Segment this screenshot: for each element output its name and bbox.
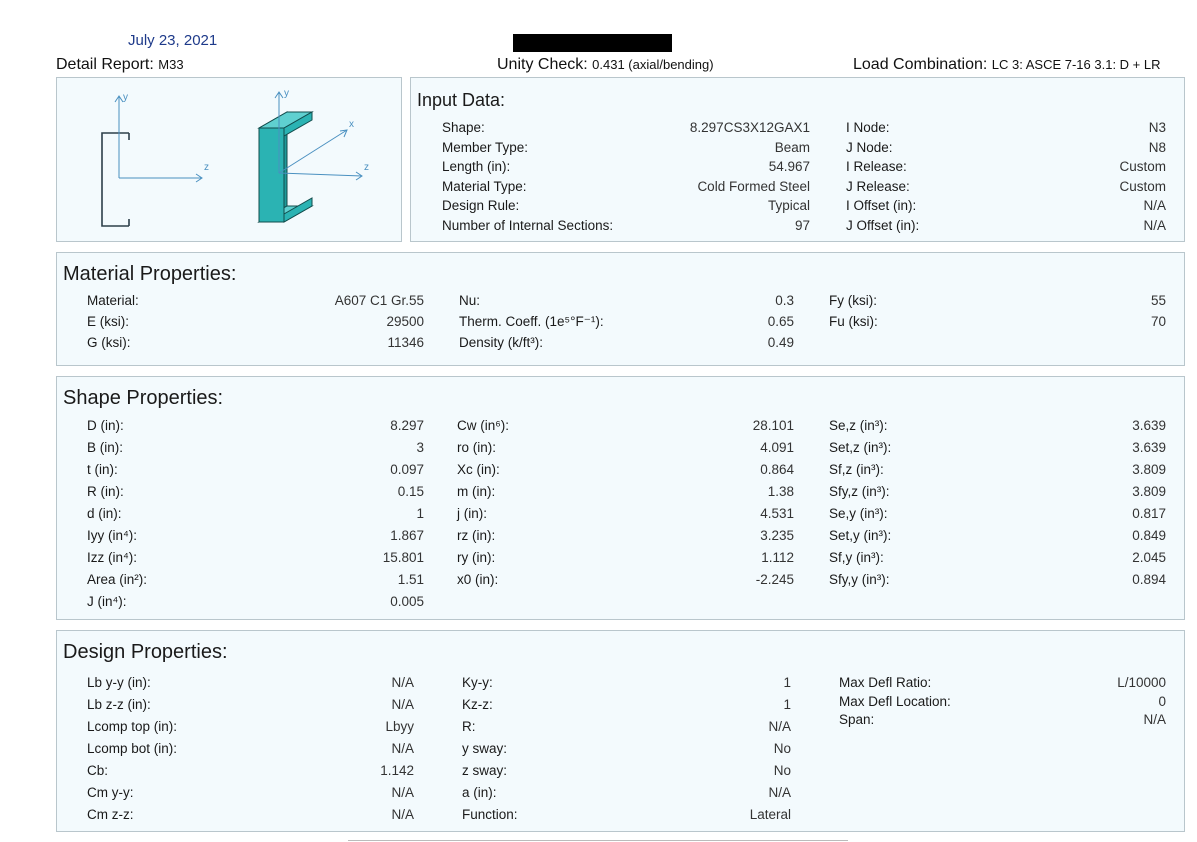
design-c3-value: 0	[1158, 693, 1166, 709]
shape-c2-value: 1.38	[767, 484, 794, 499]
design-c2-label: R:	[462, 719, 476, 734]
material-c1-label: E (ksi):	[87, 314, 129, 329]
input-left-value: 54.967	[768, 159, 810, 174]
shape-c3-label: Sfy,y (in³):	[829, 572, 890, 587]
load-combination-header	[853, 56, 1161, 74]
material-c2-value: 0.3	[775, 293, 794, 308]
material-c3-value: 55	[1150, 293, 1166, 308]
input-left-label: Member Type:	[442, 139, 529, 155]
material-c1-value: 29500	[386, 314, 424, 329]
design-c1-label: Lcomp top (in):	[87, 719, 178, 734]
input-left-value: Cold Formed Steel	[697, 178, 810, 194]
material-c2-value: 0.49	[767, 335, 794, 350]
shape-c2-value: 4.091	[760, 440, 794, 455]
shape-c3-label: Sf,y (in³):	[829, 550, 884, 565]
shape-c1-label: D (in):	[87, 418, 124, 433]
shape-c2-label: Cw (in⁶):	[457, 418, 510, 433]
unity-check-label: Unity Check:	[497, 56, 588, 73]
shape-properties-panel	[56, 376, 1185, 620]
shape-c1-value: 3	[416, 440, 424, 455]
material-c3-value: 70	[1150, 314, 1166, 329]
detail-report-header	[56, 56, 184, 74]
shape-c3-value: 0.849	[1132, 528, 1166, 543]
shape-c1-label: Area (in²):	[87, 572, 148, 587]
shape-c2-label: Xc (in):	[457, 462, 500, 477]
section-2d-view	[102, 133, 129, 226]
design-c2-value: N/A	[768, 719, 791, 734]
shape-c2-value: 0.864	[760, 462, 794, 477]
design-c2-value: N/A	[768, 785, 791, 800]
shape-c1-value: 0.15	[397, 484, 424, 499]
input-right-value: N/A	[1143, 217, 1166, 233]
axis-y-label-3d: y	[284, 88, 289, 99]
shape-c3-label: Sfy,z (in³):	[829, 484, 890, 499]
detail-report-member: M33	[158, 57, 184, 72]
design-c2-label: Kz-z:	[462, 697, 493, 712]
design-c1-label: Cm y-y:	[87, 785, 134, 800]
shape-c3-value: 3.639	[1132, 418, 1166, 433]
input-right-value: N/A	[1143, 198, 1166, 213]
design-c1-value: N/A	[391, 741, 414, 756]
input-right-value: N3	[1148, 120, 1166, 135]
material-c2-label: Therm. Coeff. (1e⁵°F⁻¹):	[459, 314, 604, 329]
shape-c1-value: 1	[416, 506, 424, 521]
input-left-label: Length (in):	[442, 159, 511, 174]
input-left-value: Beam	[774, 139, 810, 155]
design-c2-value: No	[773, 741, 791, 756]
input-left-label: Material Type:	[442, 178, 527, 194]
design-c2-value: Lateral	[749, 807, 791, 822]
shape-properties-title: Shape Properties:	[63, 387, 224, 409]
shape-c2-label: rz (in):	[457, 528, 496, 543]
input-right-label: I Node:	[846, 120, 890, 135]
design-c3-value: N/A	[1143, 712, 1166, 727]
input-left-value: Typical	[767, 198, 810, 213]
input-left-label: Number of Internal Sections:	[442, 217, 614, 233]
design-c2-value: 1	[783, 697, 791, 712]
shape-c1-value: 1.867	[390, 528, 424, 543]
redacted-block	[513, 34, 672, 52]
design-c2-label: y sway:	[462, 741, 508, 756]
section-3d-view	[259, 112, 312, 222]
design-c3-label: Max Defl Location:	[839, 693, 951, 709]
design-c2-label: Function:	[462, 807, 518, 822]
material-c2-value: 0.65	[767, 314, 794, 329]
section-2d-axes	[115, 96, 202, 182]
shape-c3-label: Se,y (in³):	[829, 506, 888, 521]
shape-c1-label: R (in):	[87, 484, 124, 499]
input-right-label: J Release:	[846, 178, 910, 194]
c-section-diagram	[57, 78, 401, 241]
design-c3-label: Span:	[839, 712, 875, 727]
design-c1-label: Lb z-z (in):	[87, 697, 151, 712]
design-c2-value: No	[773, 763, 791, 778]
shape-c1-label: d (in):	[87, 506, 122, 521]
material-c2-label: Density (k/ft³):	[459, 335, 544, 350]
shape-c3-label: Sf,z (in³):	[829, 462, 884, 477]
load-combination-value: LC 3: ASCE 7-16 3.1: D + LR	[991, 57, 1161, 72]
design-c3-value: L/10000	[1117, 675, 1166, 690]
design-c1-label: Lcomp bot (in):	[87, 741, 178, 756]
material-c1-label: G (ksi):	[87, 335, 131, 350]
material-properties-title: Material Properties:	[63, 263, 237, 285]
shape-c1-value: 15.801	[382, 550, 424, 565]
shape-c2-value: 1.112	[761, 550, 794, 565]
shape-c3-label: Set,z (in³):	[829, 440, 892, 455]
design-c2-label: Ky-y:	[462, 675, 493, 690]
input-right-value: N8	[1148, 139, 1166, 155]
shape-c1-label: Izz (in⁴):	[87, 550, 138, 565]
shape-c2-value: -2.245	[755, 572, 794, 587]
design-properties-panel	[56, 630, 1185, 832]
shape-c2-label: m (in):	[457, 484, 496, 499]
shape-c2-value: 28.101	[752, 418, 794, 433]
input-left-value: 97	[794, 217, 810, 233]
shape-c1-label: Iyy (in⁴):	[87, 528, 138, 543]
shape-c1-value: 0.097	[390, 462, 424, 477]
design-c1-label: Cm z-z:	[87, 807, 134, 822]
load-combination-label: Load Combination:	[853, 56, 988, 73]
design-c2-label: a (in):	[462, 785, 497, 800]
design-c1-label: Lb y-y (in):	[87, 675, 151, 690]
page-footer-rule	[348, 840, 848, 841]
material-c2-label: Nu:	[459, 293, 481, 308]
design-c1-value: Lbyy	[385, 719, 414, 734]
input-left-value: 8.297CS3X12GAX1	[689, 120, 810, 135]
design-c3-label: Max Defl Ratio:	[839, 675, 932, 690]
material-c1-value: 11346	[387, 335, 424, 350]
shape-c1-label: t (in):	[87, 462, 118, 477]
shape-c3-value: 0.817	[1132, 506, 1166, 521]
shape-c1-value: 0.005	[390, 594, 424, 609]
section-diagram-panel	[56, 77, 402, 242]
material-c3-label: Fy (ksi):	[829, 293, 877, 308]
shape-c2-label: ry (in):	[457, 550, 496, 565]
shape-c3-value: 0.894	[1132, 572, 1166, 587]
axis-z-label-3d: z	[364, 162, 369, 173]
input-right-value: Custom	[1119, 159, 1166, 174]
design-c1-value: 1.142	[380, 763, 414, 778]
shape-c2-label: x0 (in):	[457, 572, 499, 587]
axis-y-label-2d: y	[123, 92, 128, 103]
design-c1-label: Cb:	[87, 763, 109, 778]
shape-c2-label: j (in):	[457, 506, 487, 521]
design-c2-value: 1	[783, 675, 791, 690]
shape-c3-value: 3.809	[1132, 462, 1166, 477]
shape-c1-value: 1.51	[397, 572, 424, 587]
design-properties-title: Design Properties:	[63, 641, 228, 663]
shape-c2-value: 4.531	[760, 506, 794, 521]
input-left-label: Shape:	[442, 120, 485, 135]
design-c2-label: z sway:	[462, 763, 508, 778]
design-c1-value: N/A	[391, 697, 414, 712]
shape-c2-value: 3.235	[760, 528, 794, 543]
input-data-title: Input Data:	[417, 90, 506, 110]
design-c1-value: N/A	[391, 675, 414, 690]
shape-c3-label: Se,z (in³):	[829, 418, 888, 433]
design-c1-value: N/A	[391, 807, 414, 822]
shape-c1-label: J (in⁴):	[87, 594, 127, 609]
detail-report-label: Detail Report:	[56, 56, 154, 73]
design-c1-value: N/A	[391, 785, 414, 800]
axis-z-label-2d: z	[204, 162, 209, 173]
shape-c1-value: 8.297	[390, 418, 424, 433]
input-right-label: I Release:	[846, 159, 907, 174]
shape-c1-label: B (in):	[87, 440, 124, 455]
shape-c2-label: ro (in):	[457, 440, 497, 455]
material-c1-value: A607 C1 Gr.55	[334, 293, 424, 308]
unity-check-header	[497, 56, 714, 74]
input-right-label: J Node:	[846, 139, 893, 155]
axis-x-label-3d: x	[349, 119, 354, 130]
input-right-label: J Offset (in):	[846, 217, 920, 233]
shape-c3-label: Set,y (in³):	[829, 528, 892, 543]
input-left-label: Design Rule:	[442, 198, 520, 213]
shape-c3-value: 3.639	[1132, 440, 1166, 455]
input-right-value: Custom	[1119, 178, 1166, 194]
material-c3-label: Fu (ksi):	[829, 314, 878, 329]
input-data-panel	[410, 77, 1185, 242]
report-date: July 23, 2021	[128, 32, 218, 49]
material-properties-panel	[56, 252, 1185, 366]
shape-c3-value: 3.809	[1132, 484, 1166, 499]
shape-c3-value: 2.045	[1132, 550, 1166, 565]
material-c1-label: Material:	[87, 293, 139, 308]
input-right-label: I Offset (in):	[846, 198, 917, 213]
unity-check-value: 0.431 (axial/bending)	[592, 57, 714, 72]
section-3d-axes	[275, 92, 362, 180]
